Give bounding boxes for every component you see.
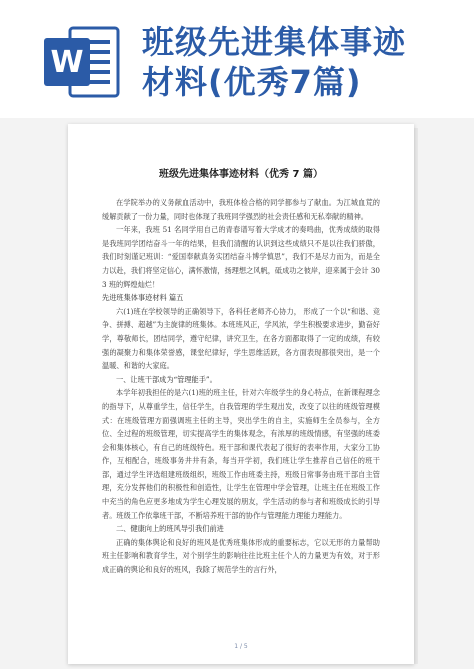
paragraph: 正确的集体舆论和良好的班风是优秀班集体形成的重要标志，它以无形的力量帮助班主任影响和教育学生，对个别学生的影响往往比班主任个人的力量更为有效，对于形成正确的舆论和良好的班风，我除了规范学生的言行外， [102,537,380,575]
word-logo-letter: W [50,45,84,80]
section-heading: 二、健康向上的班风导引我们前进 [116,524,224,534]
page-indicator: 1 / 5 [234,643,248,650]
cover-header [0,0,474,118]
section-heading: 先进班集体事迹材料 篇五 [102,293,184,303]
cover-title-line-1: 班级先进集体事迹 [142,23,407,61]
cover-title-line-2: 材料(优秀7篇) [142,63,362,101]
document-page [68,124,414,664]
paragraph: 六(1)班在学校领导的正确领导下，各科任老师齐心协力， 形成了一个以“和谐、竞争、拼搏、超越”为主旋律的班集体。本班班风正，学风浓，学生积极要求进步，勤奋好学，尊敬师长，团结同学，遵守纪律，讲究卫生，在各方面都取得了一定的成绩，有较强的凝聚力和集体荣誉感，课堂纪律好，学生思维活跃，各方面表现都很突出，是一个温暖、和谐的大家庭。 [102,306,380,371]
section-heading: 一、让班干部成为“管理能手”。 [116,374,217,384]
document-title: 班级先进集体事迹材料（优秀 7 篇） [159,169,323,180]
word-document-icon [44,22,120,102]
paragraph: 在学院举办的义务献血活动中，我班体检合格的同学都参与了献血。为江城血荒的缓解贡献了一份力量，同时也体现了我班同学强烈的社会责任感和无私奉献的精神。 [102,198,380,221]
paragraph: 一年来，我班 51 名同学用自己的青春谱写着大学成才的奏鸣曲，优秀成绩的取得是我班同学团结奋斗一年的结果，但我们清醒的认识到这些成绩只不是以往我们骄傲，我们时刻谨记班训：“爱国奉献真务实团结奋斗博学慎思”，我们不是尽力而为，而是全力以赴，我们将坚定信心，满怀激情，扬理想之风帆，砥成功之彼岸，迎来属于会计 303 班的辉煌灿烂！ [102,225,380,289]
paragraph: 本学年初我担任的是六(1)班的班主任，针对六年级学生的身心特点，在新课程理念的指导下，从尊重学生，信任学生，自我管理的学生观出发，改变了以往的班级管理模式：在班级管理方面强调班主任的主导，突出学生的自主，实施师生全员参与，全方位、全过程的班级管理，切实提高学生的集体观念，有浓厚的班级情感，有坚强的班委会和集体核心，有自己的班级特色。班干部和课代表起了很好的表率作用，大家分工协作，互相配合，班级事务井井有条，每当开学初，我们班让学生推荐自己信任的班干部，通过学生评选组建班级组织，班级工作由班委主持，班级日常事务由班干部自主管理，充分发挥他们的积极性和创造性，让学生在管理中学会管理，让班主任在班级工作中充当的角色应更多地成为学生心理发展的朋友，学生活动的参与者和班级成长的引导者。班级工作依靠班干部，不断培养班干部的协作与管理能力理能力理能力。 [102,388,380,520]
